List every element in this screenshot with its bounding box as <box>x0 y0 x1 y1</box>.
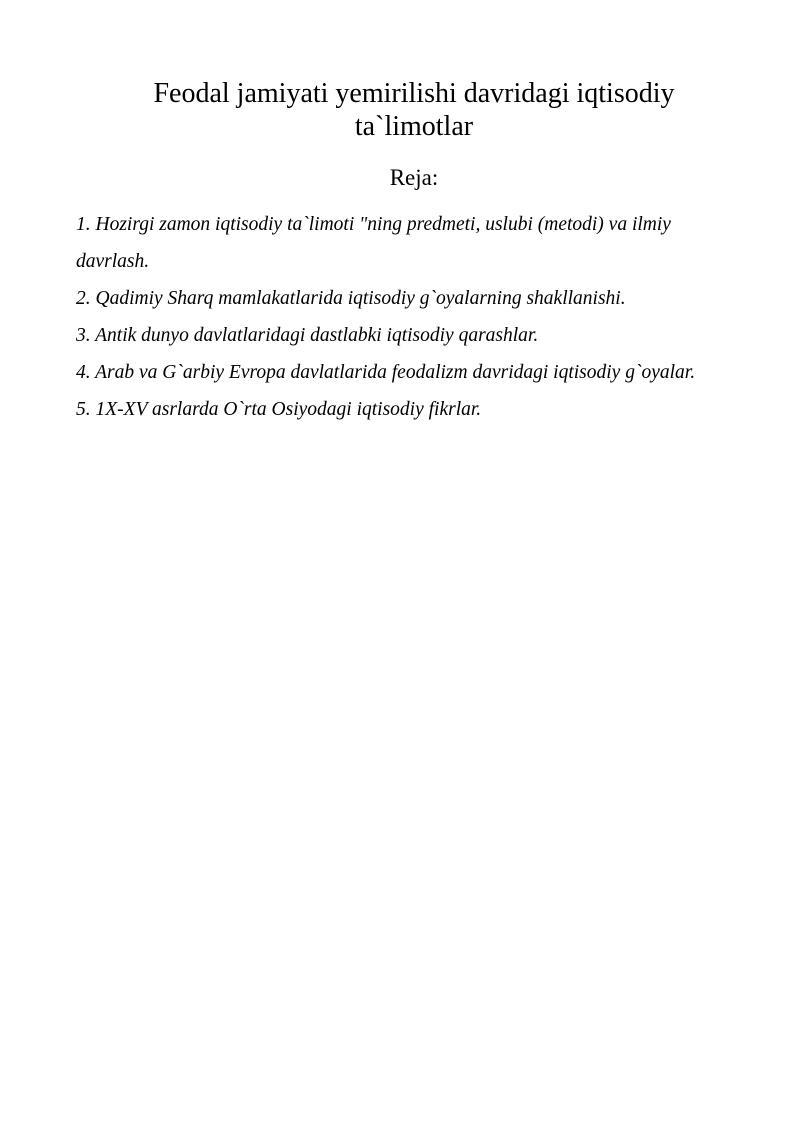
plan-item-2: 2. Qadimiy Sharq mamlakatlarida iqtisodiy g`oyalarning shakllanishi. <box>76 288 626 309</box>
plan-list <box>76 206 716 428</box>
plan-item-5: 5. 1X-XV asrlarda O`rta Osiyodagi iqtisodiy fikrlar. <box>76 399 482 420</box>
plan-item-1: 1. Hozirgi zamon iqtisodiy ta`limoti "ning predmeti, uslubi (metodi) va ilmiy davrlash. <box>76 214 671 272</box>
plan-item-4: 4. Arab va G`arbiy Evropa davlatlarida feodalizm davridagi iqtisodiy g`oyalar. <box>76 362 696 383</box>
plan-item-3: 3. Antik dunyo davlatlaridagi dastlabki iqtisodiy qarashlar. <box>76 325 539 346</box>
page-title <box>100 77 728 143</box>
title-line-1: Feodal jamiyati yemirilishi davridagi iqtisodiy <box>153 78 675 109</box>
plan-heading: Reja: <box>389 165 439 190</box>
title-line-2: ta`limotlar <box>354 111 474 142</box>
